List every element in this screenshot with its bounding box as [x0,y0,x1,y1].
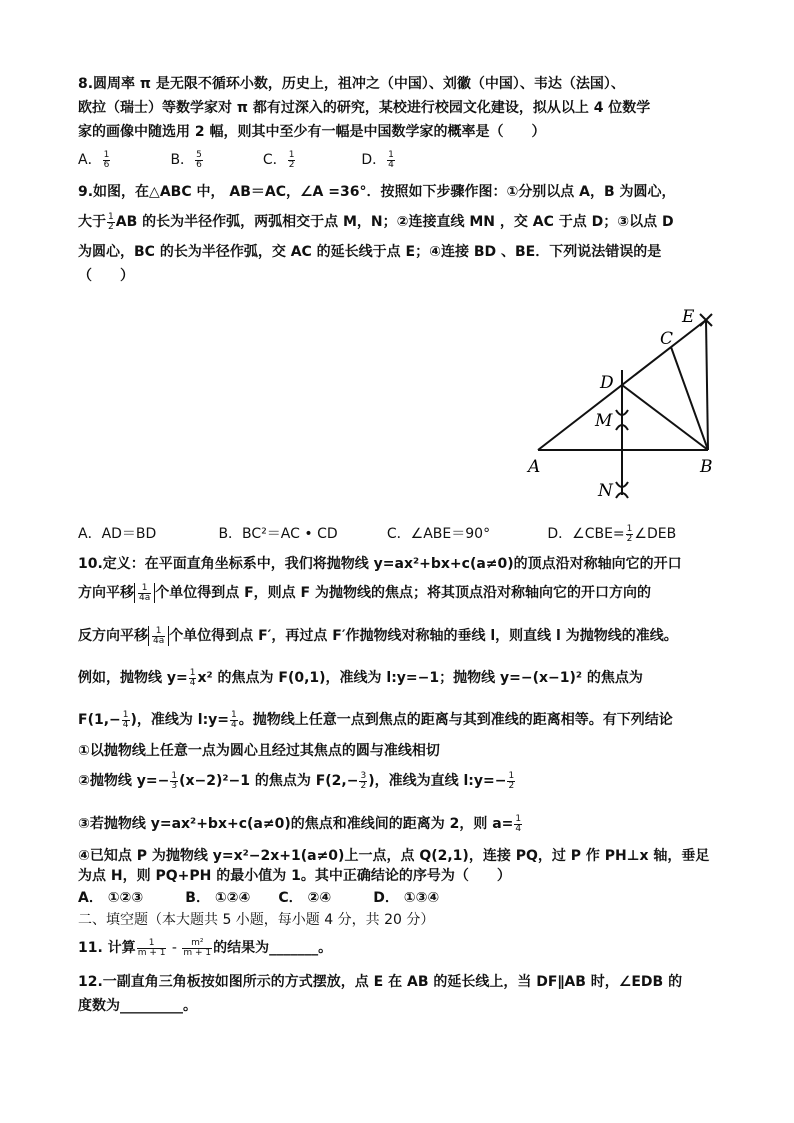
label-n: N [598,481,613,501]
q12-line-1: 12.一副直角三角板按如图所示的方式摆放，点 E 在 AB 的延长线上，当 DF∥AB 时，∠EDB 的 [78,974,683,990]
q10-conclusion-3: ③若抛物线 y=ax²+bx+c(a≠0)的焦点和准线间的距离为 2，则 a= $\frac{1}{4}$ [78,813,522,834]
label-e: E [682,307,695,327]
q10-line-5: F(1,− $\frac{1}{4}$ )，准线为 l:y= $\frac{1}{4}$ 。抛物线上任意一点到焦点的距离与其到准线的距离相等。有下列结论 [78,709,673,730]
q8-options [78,150,396,170]
q8-option-a: A． $\frac{1}{6}$ [78,149,110,170]
q8-option-d: D． $\frac{1}{4}$ [361,149,394,170]
segment-bd [622,385,708,450]
q9-option-a: A．AD＝BD [78,526,157,542]
q10-conclusion-4a: ④已知点 P 为抛物线 y=x²−2x+1(a≠0)上一点，点 Q(2,1)，连接 PQ，过 P 作 PH⊥x 轴，垂足 [78,848,710,864]
q8-line-2: 欧拉（瑞士）等数学家对 π 都有过深入的研究，某校进行校园文化建设，拟从以上 4 位数学 [78,100,651,116]
label-a: A [528,457,541,477]
q9-line-3: 为圆心，BC 的长为半径作弧，交 AC 的延长线于点 E；④连接 BD 、BE．下列说法错误的是 [78,244,662,260]
q8-line-3: 家的画像中随选用 2 幅，则其中至少有一幅是中国数学家的概率是（ ） [78,124,546,140]
label-c: C [660,329,674,349]
q10-line-3: 反方向平移 $\frac{1}{4a}$ 个单位得到点 F′，再过点 F′作抛物线对称轴的垂线 l，则直线 l 为抛物线的准线。 [78,625,678,646]
q9-option-b: B．BC²＝AC • CD [218,526,338,542]
q9-line-2: 大于 $\frac{1}{2}$ AB 的长为半径作弧，两弧相交于点 M，N；②连接直线 MN ，交 AC 于点 D；③以点 D [78,211,674,232]
segment-bc [671,347,708,450]
segment-be [706,320,708,450]
q9-line-4: （ ） [78,268,134,284]
q9-option-d: D．∠CBE= $\frac{1}{2}$ ∠DEB [547,523,677,544]
q12-line-2: 度数为_________。 [78,998,197,1014]
q9-options [78,524,676,544]
q10-conclusion-1: ①以抛物线上任意一点为圆心且经过其焦点的圆与准线相切 [78,743,440,759]
q10-conclusion-2: ②抛物线 y=− $\frac{1}{3}$ (x−2)²−1 的焦点为 F(2,− $\frac{3}{2}$ )，准线为直线 l:y=− $\frac{1}{2}$ [78,770,515,791]
q11-line: 11. 计算 $\frac{1}{m + 1}$ - $\frac{\text{m²}}{m + 1}$ 的结果为_______。 [78,937,333,958]
q10-options: A． ①②③ B． ①②④ C． ②④ D． ①③④ [78,890,440,906]
q9-option-c: C．∠ABE＝90° [386,526,491,542]
label-m: M [595,411,613,431]
label-d: D [600,373,614,393]
q8-option-c: C． $\frac{1}{2}$ [262,149,295,170]
label-b: B [700,457,713,477]
q10-conclusion-4b: 为点 H，则 PQ+PH 的最小值为 1。其中正确结论的序号为（ ） [78,868,511,884]
q8-option-b: B． $\frac{5}{6}$ [170,149,202,170]
q9-geometry-figure [520,300,730,505]
q10-line-4: 例如，抛物线 y= $\frac{1}{4}$ x² 的焦点为 F(0,1)，准线为 l:y=−1；抛物线 y=−(x−1)² 的焦点为 [78,667,643,688]
section-2-heading: 二、填空题（本大题共 5 小题，每小题 4 分，共 20 分） [78,912,435,928]
q8-line-1: 8.圆周率 π 是无限不循环小数，历史上，祖冲之（中国）、刘徽（中国）、韦达（法国）、 [78,76,625,92]
q10-line-2: 方向平移 $\frac{1}{4a}$ 个单位得到点 F，则点 F 为抛物线的焦点；将其顶点沿对称轴向它的开口方向的 [78,582,651,603]
q9-line-1: 9.如图，在△ABC 中， AB＝AC，∠A =36°．按照如下步骤作图：①分别以点 A，B 为圆心， [78,184,676,200]
q10-line-1: 10.定义：在平面直角坐标系中，我们将抛物线 y=ax²+bx+c(a≠0)的顶点沿对称轴向它的开口 [78,556,682,572]
